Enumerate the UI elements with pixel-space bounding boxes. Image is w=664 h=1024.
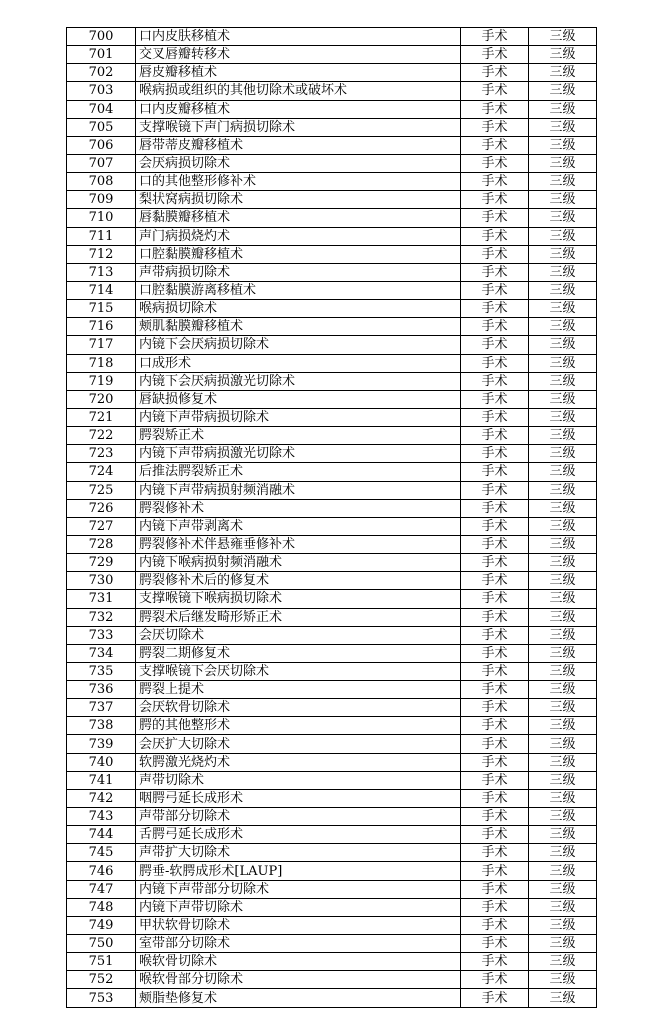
surgery-level-cell: 三级 bbox=[529, 717, 597, 735]
table-row bbox=[67, 789, 597, 807]
surgery-level-cell: 三级 bbox=[529, 154, 597, 172]
table-row bbox=[67, 971, 597, 989]
procedure-type-cell: 手术 bbox=[461, 517, 529, 535]
table-row bbox=[67, 554, 597, 572]
procedure-type-cell: 手术 bbox=[461, 209, 529, 227]
row-number-cell: 752 bbox=[67, 971, 136, 989]
procedure-type-cell: 手术 bbox=[461, 826, 529, 844]
procedure-type-cell: 手术 bbox=[461, 953, 529, 971]
surgery-level-cell: 三级 bbox=[529, 898, 597, 916]
procedure-name-cell: 甲状软骨切除术 bbox=[136, 916, 461, 934]
row-number-cell: 735 bbox=[67, 662, 136, 680]
table-row bbox=[67, 481, 597, 499]
surgery-level-cell: 三级 bbox=[529, 281, 597, 299]
procedure-name-cell: 口腔黏膜瓣移植术 bbox=[136, 245, 461, 263]
row-number-cell: 720 bbox=[67, 390, 136, 408]
procedure-type-cell: 手术 bbox=[461, 481, 529, 499]
procedure-name-cell: 内镜下声带病损激光切除术 bbox=[136, 445, 461, 463]
table-row bbox=[67, 826, 597, 844]
surgery-level-cell: 三级 bbox=[529, 554, 597, 572]
procedure-type-cell: 手术 bbox=[461, 64, 529, 82]
row-number-cell: 712 bbox=[67, 245, 136, 263]
row-number-cell: 721 bbox=[67, 408, 136, 426]
table-row bbox=[67, 28, 597, 46]
procedure-type-cell: 手术 bbox=[461, 735, 529, 753]
table-row bbox=[67, 191, 597, 209]
procedure-name-cell: 内镜下会厌病损激光切除术 bbox=[136, 372, 461, 390]
surgery-level-cell: 三级 bbox=[529, 263, 597, 281]
procedure-type-cell: 手术 bbox=[461, 808, 529, 826]
row-number-cell: 727 bbox=[67, 517, 136, 535]
procedure-type-cell: 手术 bbox=[461, 245, 529, 263]
procedure-table-body bbox=[67, 28, 597, 1008]
surgery-level-cell: 三级 bbox=[529, 517, 597, 535]
surgery-level-cell: 三级 bbox=[529, 372, 597, 390]
procedure-type-cell: 手术 bbox=[461, 281, 529, 299]
procedure-type-cell: 手术 bbox=[461, 408, 529, 426]
surgery-level-cell: 三级 bbox=[529, 844, 597, 862]
procedure-name-cell: 内镜下声带部分切除术 bbox=[136, 880, 461, 898]
procedure-name-cell: 腭裂矫正术 bbox=[136, 427, 461, 445]
row-number-cell: 730 bbox=[67, 572, 136, 590]
surgery-level-cell: 三级 bbox=[529, 354, 597, 372]
row-number-cell: 734 bbox=[67, 644, 136, 662]
table-row bbox=[67, 590, 597, 608]
surgery-level-cell: 三级 bbox=[529, 862, 597, 880]
procedure-name-cell: 会厌切除术 bbox=[136, 626, 461, 644]
row-number-cell: 743 bbox=[67, 808, 136, 826]
table-row bbox=[67, 445, 597, 463]
procedure-type-cell: 手术 bbox=[461, 118, 529, 136]
table-row bbox=[67, 808, 597, 826]
surgery-level-cell: 三级 bbox=[529, 445, 597, 463]
surgery-level-cell: 三级 bbox=[529, 499, 597, 517]
procedure-name-cell: 声门病损烧灼术 bbox=[136, 227, 461, 245]
procedure-type-cell: 手术 bbox=[461, 862, 529, 880]
table-row bbox=[67, 535, 597, 553]
procedure-type-cell: 手术 bbox=[461, 681, 529, 699]
procedure-type-cell: 手术 bbox=[461, 626, 529, 644]
procedure-name-cell: 口内皮肤移植术 bbox=[136, 28, 461, 46]
row-number-cell: 740 bbox=[67, 753, 136, 771]
row-number-cell: 711 bbox=[67, 227, 136, 245]
surgery-level-cell: 三级 bbox=[529, 644, 597, 662]
procedure-name-cell: 支撑喉镜下喉病损切除术 bbox=[136, 590, 461, 608]
surgery-level-cell: 三级 bbox=[529, 318, 597, 336]
surgery-level-cell: 三级 bbox=[529, 681, 597, 699]
table-row bbox=[67, 499, 597, 517]
procedure-name-cell: 内镜下声带剥离术 bbox=[136, 517, 461, 535]
surgery-level-cell: 三级 bbox=[529, 753, 597, 771]
table-row bbox=[67, 408, 597, 426]
row-number-cell: 745 bbox=[67, 844, 136, 862]
procedure-name-cell: 喉软骨切除术 bbox=[136, 953, 461, 971]
surgery-level-cell: 三级 bbox=[529, 245, 597, 263]
procedure-type-cell: 手术 bbox=[461, 916, 529, 934]
procedure-name-cell: 腭裂上提术 bbox=[136, 681, 461, 699]
table-row bbox=[67, 118, 597, 136]
surgery-level-cell: 三级 bbox=[529, 390, 597, 408]
surgery-level-cell: 三级 bbox=[529, 82, 597, 100]
procedure-name-cell: 会厌扩大切除术 bbox=[136, 735, 461, 753]
procedure-name-cell: 腭裂修补术 bbox=[136, 499, 461, 517]
row-number-cell: 718 bbox=[67, 354, 136, 372]
table-row bbox=[67, 336, 597, 354]
table-row bbox=[67, 753, 597, 771]
procedure-type-cell: 手术 bbox=[461, 590, 529, 608]
row-number-cell: 722 bbox=[67, 427, 136, 445]
procedure-type-cell: 手术 bbox=[461, 753, 529, 771]
table-row bbox=[67, 735, 597, 753]
procedure-type-cell: 手术 bbox=[461, 935, 529, 953]
table-row bbox=[67, 608, 597, 626]
surgery-level-cell: 三级 bbox=[529, 209, 597, 227]
surgery-level-cell: 三级 bbox=[529, 481, 597, 499]
surgery-level-cell: 三级 bbox=[529, 300, 597, 318]
procedure-name-cell: 唇皮瓣移植术 bbox=[136, 64, 461, 82]
row-number-cell: 728 bbox=[67, 535, 136, 553]
procedure-name-cell: 声带病损切除术 bbox=[136, 263, 461, 281]
row-number-cell: 704 bbox=[67, 100, 136, 118]
procedure-name-cell: 内镜下会厌病损切除术 bbox=[136, 336, 461, 354]
procedure-name-cell: 会厌病损切除术 bbox=[136, 154, 461, 172]
procedure-type-cell: 手术 bbox=[461, 771, 529, 789]
surgery-level-cell: 三级 bbox=[529, 28, 597, 46]
surgery-level-cell: 三级 bbox=[529, 626, 597, 644]
procedure-name-cell: 腭裂术后继发畸形矫正术 bbox=[136, 608, 461, 626]
procedure-type-cell: 手术 bbox=[461, 336, 529, 354]
procedure-name-cell: 唇黏膜瓣移植术 bbox=[136, 209, 461, 227]
table-row bbox=[67, 844, 597, 862]
procedure-type-cell: 手术 bbox=[461, 844, 529, 862]
surgery-level-cell: 三级 bbox=[529, 989, 597, 1007]
surgery-level-cell: 三级 bbox=[529, 971, 597, 989]
surgery-level-cell: 三级 bbox=[529, 173, 597, 191]
surgery-level-cell: 三级 bbox=[529, 935, 597, 953]
table-row bbox=[67, 354, 597, 372]
procedure-name-cell: 支撑喉镜下会厌切除术 bbox=[136, 662, 461, 680]
row-number-cell: 726 bbox=[67, 499, 136, 517]
row-number-cell: 737 bbox=[67, 699, 136, 717]
surgery-level-cell: 三级 bbox=[529, 808, 597, 826]
procedure-type-cell: 手术 bbox=[461, 898, 529, 916]
row-number-cell: 744 bbox=[67, 826, 136, 844]
surgery-level-cell: 三级 bbox=[529, 427, 597, 445]
table-row bbox=[67, 173, 597, 191]
procedure-name-cell: 声带切除术 bbox=[136, 771, 461, 789]
table-row bbox=[67, 427, 597, 445]
procedure-name-cell: 梨状窝病损切除术 bbox=[136, 191, 461, 209]
table-row bbox=[67, 517, 597, 535]
row-number-cell: 710 bbox=[67, 209, 136, 227]
table-row bbox=[67, 64, 597, 82]
table-row bbox=[67, 699, 597, 717]
procedure-name-cell: 喉病损切除术 bbox=[136, 300, 461, 318]
procedure-type-cell: 手术 bbox=[461, 154, 529, 172]
surgery-level-cell: 三级 bbox=[529, 535, 597, 553]
table-row bbox=[67, 46, 597, 64]
procedure-type-cell: 手术 bbox=[461, 445, 529, 463]
surgery-level-cell: 三级 bbox=[529, 64, 597, 82]
procedure-type-cell: 手术 bbox=[461, 354, 529, 372]
surgery-level-cell: 三级 bbox=[529, 463, 597, 481]
procedure-type-cell: 手术 bbox=[461, 463, 529, 481]
procedure-name-cell: 口成形术 bbox=[136, 354, 461, 372]
row-number-cell: 706 bbox=[67, 136, 136, 154]
surgery-level-cell: 三级 bbox=[529, 771, 597, 789]
table-row bbox=[67, 989, 597, 1007]
procedure-name-cell: 内镜下喉病损射频消融术 bbox=[136, 554, 461, 572]
procedure-type-cell: 手术 bbox=[461, 100, 529, 118]
procedure-name-cell: 内镜下声带病损射频消融术 bbox=[136, 481, 461, 499]
row-number-cell: 701 bbox=[67, 46, 136, 64]
procedure-name-cell: 颊肌黏膜瓣移植术 bbox=[136, 318, 461, 336]
procedure-type-cell: 手术 bbox=[461, 28, 529, 46]
procedure-name-cell: 内镜下声带切除术 bbox=[136, 898, 461, 916]
procedure-type-cell: 手术 bbox=[461, 880, 529, 898]
surgery-level-cell: 三级 bbox=[529, 789, 597, 807]
surgery-level-cell: 三级 bbox=[529, 118, 597, 136]
table-row bbox=[67, 263, 597, 281]
procedure-type-cell: 手术 bbox=[461, 372, 529, 390]
table-row bbox=[67, 916, 597, 934]
surgery-level-cell: 三级 bbox=[529, 191, 597, 209]
table-row bbox=[67, 644, 597, 662]
procedure-type-cell: 手术 bbox=[461, 390, 529, 408]
surgery-level-cell: 三级 bbox=[529, 916, 597, 934]
table-row bbox=[67, 390, 597, 408]
table-row bbox=[67, 626, 597, 644]
row-number-cell: 715 bbox=[67, 300, 136, 318]
table-row bbox=[67, 82, 597, 100]
procedure-name-cell: 交叉唇瓣转移术 bbox=[136, 46, 461, 64]
procedure-type-cell: 手术 bbox=[461, 136, 529, 154]
procedure-type-cell: 手术 bbox=[461, 263, 529, 281]
procedure-name-cell: 后推法腭裂矫正术 bbox=[136, 463, 461, 481]
row-number-cell: 751 bbox=[67, 953, 136, 971]
surgery-level-cell: 三级 bbox=[529, 572, 597, 590]
surgery-level-cell: 三级 bbox=[529, 336, 597, 354]
table-row bbox=[67, 227, 597, 245]
surgery-level-cell: 三级 bbox=[529, 136, 597, 154]
table-row bbox=[67, 771, 597, 789]
procedure-name-cell: 声带扩大切除术 bbox=[136, 844, 461, 862]
procedure-type-cell: 手术 bbox=[461, 173, 529, 191]
row-number-cell: 719 bbox=[67, 372, 136, 390]
procedure-type-cell: 手术 bbox=[461, 644, 529, 662]
procedure-type-cell: 手术 bbox=[461, 499, 529, 517]
row-number-cell: 707 bbox=[67, 154, 136, 172]
row-number-cell: 717 bbox=[67, 336, 136, 354]
procedure-type-cell: 手术 bbox=[461, 989, 529, 1007]
procedure-name-cell: 口腔黏膜游离移植术 bbox=[136, 281, 461, 299]
procedure-name-cell: 颊脂垫修复术 bbox=[136, 989, 461, 1007]
procedure-table bbox=[66, 27, 597, 1008]
procedure-type-cell: 手术 bbox=[461, 554, 529, 572]
procedure-name-cell: 腭裂二期修复术 bbox=[136, 644, 461, 662]
procedure-name-cell: 会厌软骨切除术 bbox=[136, 699, 461, 717]
procedure-name-cell: 唇带蒂皮瓣移植术 bbox=[136, 136, 461, 154]
row-number-cell: 733 bbox=[67, 626, 136, 644]
procedure-name-cell: 腭的其他整形术 bbox=[136, 717, 461, 735]
table-row bbox=[67, 372, 597, 390]
surgery-level-cell: 三级 bbox=[529, 408, 597, 426]
table-row bbox=[67, 880, 597, 898]
procedure-type-cell: 手术 bbox=[461, 318, 529, 336]
table-row bbox=[67, 898, 597, 916]
procedure-type-cell: 手术 bbox=[461, 227, 529, 245]
row-number-cell: 732 bbox=[67, 608, 136, 626]
table-row bbox=[67, 717, 597, 735]
procedure-type-cell: 手术 bbox=[461, 572, 529, 590]
procedure-name-cell: 腭垂-软腭成形术[LAUP] bbox=[136, 862, 461, 880]
row-number-cell: 723 bbox=[67, 445, 136, 463]
row-number-cell: 742 bbox=[67, 789, 136, 807]
procedure-name-cell: 声带部分切除术 bbox=[136, 808, 461, 826]
procedure-type-cell: 手术 bbox=[461, 535, 529, 553]
row-number-cell: 708 bbox=[67, 173, 136, 191]
procedure-type-cell: 手术 bbox=[461, 699, 529, 717]
row-number-cell: 750 bbox=[67, 935, 136, 953]
row-number-cell: 748 bbox=[67, 898, 136, 916]
row-number-cell: 747 bbox=[67, 880, 136, 898]
procedure-type-cell: 手术 bbox=[461, 427, 529, 445]
procedure-type-cell: 手术 bbox=[461, 717, 529, 735]
table-row bbox=[67, 463, 597, 481]
row-number-cell: 739 bbox=[67, 735, 136, 753]
row-number-cell: 700 bbox=[67, 28, 136, 46]
procedure-type-cell: 手术 bbox=[461, 608, 529, 626]
procedure-type-cell: 手术 bbox=[461, 662, 529, 680]
table-row bbox=[67, 245, 597, 263]
surgery-level-cell: 三级 bbox=[529, 590, 597, 608]
row-number-cell: 724 bbox=[67, 463, 136, 481]
row-number-cell: 746 bbox=[67, 862, 136, 880]
row-number-cell: 741 bbox=[67, 771, 136, 789]
surgery-level-cell: 三级 bbox=[529, 608, 597, 626]
procedure-type-cell: 手术 bbox=[461, 971, 529, 989]
table-row bbox=[67, 953, 597, 971]
surgery-level-cell: 三级 bbox=[529, 662, 597, 680]
table-row bbox=[67, 100, 597, 118]
procedure-type-cell: 手术 bbox=[461, 789, 529, 807]
table-row bbox=[67, 300, 597, 318]
surgery-level-cell: 三级 bbox=[529, 953, 597, 971]
row-number-cell: 703 bbox=[67, 82, 136, 100]
procedure-name-cell: 口的其他整形修补术 bbox=[136, 173, 461, 191]
table-row bbox=[67, 862, 597, 880]
row-number-cell: 725 bbox=[67, 481, 136, 499]
procedure-name-cell: 腭裂修补术伴悬雍垂修补术 bbox=[136, 535, 461, 553]
row-number-cell: 705 bbox=[67, 118, 136, 136]
table-row bbox=[67, 136, 597, 154]
procedure-name-cell: 喉病损或组织的其他切除术或破坏术 bbox=[136, 82, 461, 100]
table-row bbox=[67, 281, 597, 299]
row-number-cell: 736 bbox=[67, 681, 136, 699]
table-row bbox=[67, 154, 597, 172]
procedure-type-cell: 手术 bbox=[461, 46, 529, 64]
row-number-cell: 738 bbox=[67, 717, 136, 735]
procedure-name-cell: 支撑喉镜下声门病损切除术 bbox=[136, 118, 461, 136]
procedure-name-cell: 内镜下声带病损切除术 bbox=[136, 408, 461, 426]
table-row bbox=[67, 681, 597, 699]
procedure-name-cell: 喉软骨部分切除术 bbox=[136, 971, 461, 989]
procedure-type-cell: 手术 bbox=[461, 300, 529, 318]
table-row bbox=[67, 662, 597, 680]
surgery-level-cell: 三级 bbox=[529, 100, 597, 118]
surgery-level-cell: 三级 bbox=[529, 880, 597, 898]
table-row bbox=[67, 572, 597, 590]
row-number-cell: 713 bbox=[67, 263, 136, 281]
table-row bbox=[67, 318, 597, 336]
procedure-name-cell: 唇缺损修复术 bbox=[136, 390, 461, 408]
surgery-level-cell: 三级 bbox=[529, 826, 597, 844]
row-number-cell: 731 bbox=[67, 590, 136, 608]
row-number-cell: 749 bbox=[67, 916, 136, 934]
procedure-type-cell: 手术 bbox=[461, 191, 529, 209]
row-number-cell: 729 bbox=[67, 554, 136, 572]
row-number-cell: 709 bbox=[67, 191, 136, 209]
procedure-name-cell: 腭裂修补术后的修复术 bbox=[136, 572, 461, 590]
surgery-level-cell: 三级 bbox=[529, 699, 597, 717]
procedure-name-cell: 舌腭弓延长成形术 bbox=[136, 826, 461, 844]
table-row bbox=[67, 209, 597, 227]
row-number-cell: 714 bbox=[67, 281, 136, 299]
row-number-cell: 702 bbox=[67, 64, 136, 82]
surgery-level-cell: 三级 bbox=[529, 227, 597, 245]
procedure-name-cell: 咽腭弓延长成形术 bbox=[136, 789, 461, 807]
surgery-level-cell: 三级 bbox=[529, 735, 597, 753]
row-number-cell: 753 bbox=[67, 989, 136, 1007]
procedure-name-cell: 口内皮瓣移植术 bbox=[136, 100, 461, 118]
procedure-name-cell: 软腭激光烧灼术 bbox=[136, 753, 461, 771]
row-number-cell: 716 bbox=[67, 318, 136, 336]
procedure-name-cell: 室带部分切除术 bbox=[136, 935, 461, 953]
table-row bbox=[67, 935, 597, 953]
procedure-type-cell: 手术 bbox=[461, 82, 529, 100]
surgery-level-cell: 三级 bbox=[529, 46, 597, 64]
